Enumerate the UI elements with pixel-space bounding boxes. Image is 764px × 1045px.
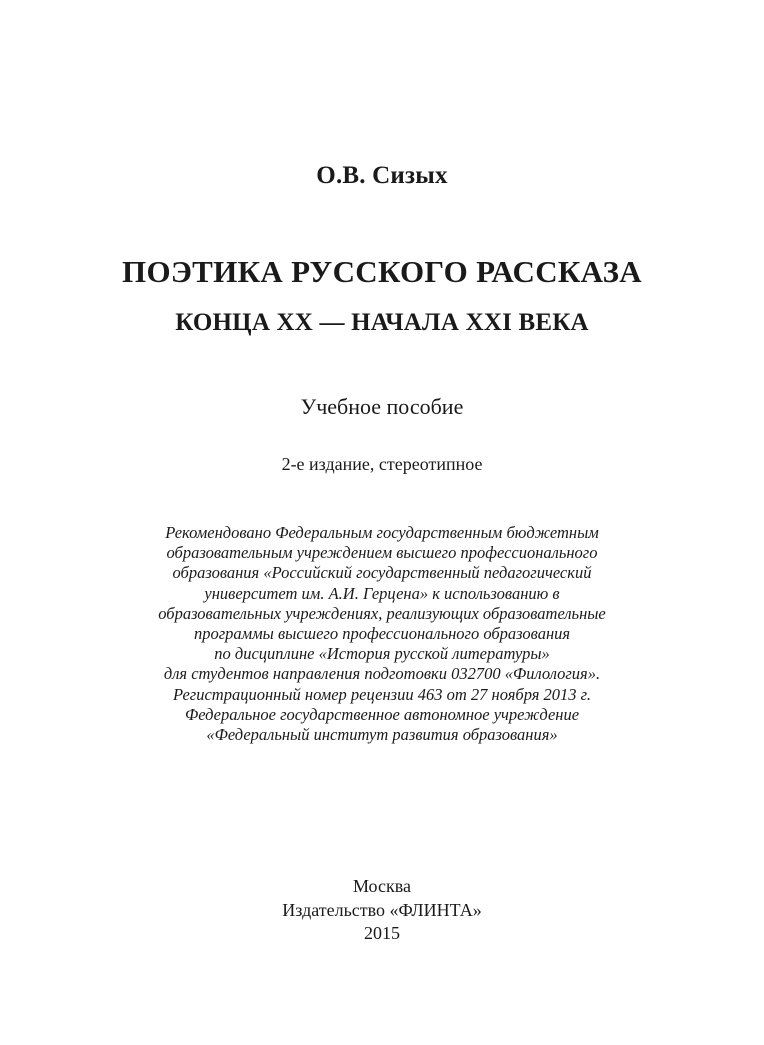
imprint-publisher: Издательство «ФЛИНТА» <box>282 899 482 920</box>
recommendation-line: Рекомендовано Федеральным государственным бюджетным <box>165 523 599 542</box>
imprint-year: 2015 <box>364 923 400 943</box>
recommendation-line: образования «Российский государственный педагогический <box>172 563 592 583</box>
document-type: Учебное пособие <box>300 394 464 419</box>
recommendation-line: по дисциплине «История русской литературы» <box>214 644 550 664</box>
recommendation-line: университет им. А.И. Герцена» к использованию в <box>204 583 560 603</box>
recommendation-line: образовательных учреждениях, реализующих образовательные <box>158 603 606 623</box>
recommendation-line: программы высшего профессионального образования <box>193 624 571 644</box>
recommendation-line: для студентов направления подготовки 032700 «Филология». <box>163 664 601 684</box>
book-title-line-1: ПОЭТИКА РУССКОГО РАССКАЗА <box>122 254 642 289</box>
recommendation-line: Регистрационный номер рецензии 463 от 27 ноября 2013 г. <box>172 684 592 704</box>
imprint-block <box>0 875 764 946</box>
recommendation-block <box>0 523 764 745</box>
recommendation-line: образовательным учреждением высшего профессионального <box>166 543 598 563</box>
edition-note: 2-е издание, стереотипное <box>281 454 483 474</box>
book-title-line-2: КОНЦА XX — НАЧАЛА XXI ВЕКА <box>175 309 589 336</box>
author-name: О.В. Сизых <box>316 162 448 189</box>
imprint-city: Москва <box>353 876 411 896</box>
recommendation-line: «Федеральный институт развития образования» <box>206 725 558 745</box>
recommendation-line: Федеральное государственное автономное учреждение <box>184 704 580 724</box>
